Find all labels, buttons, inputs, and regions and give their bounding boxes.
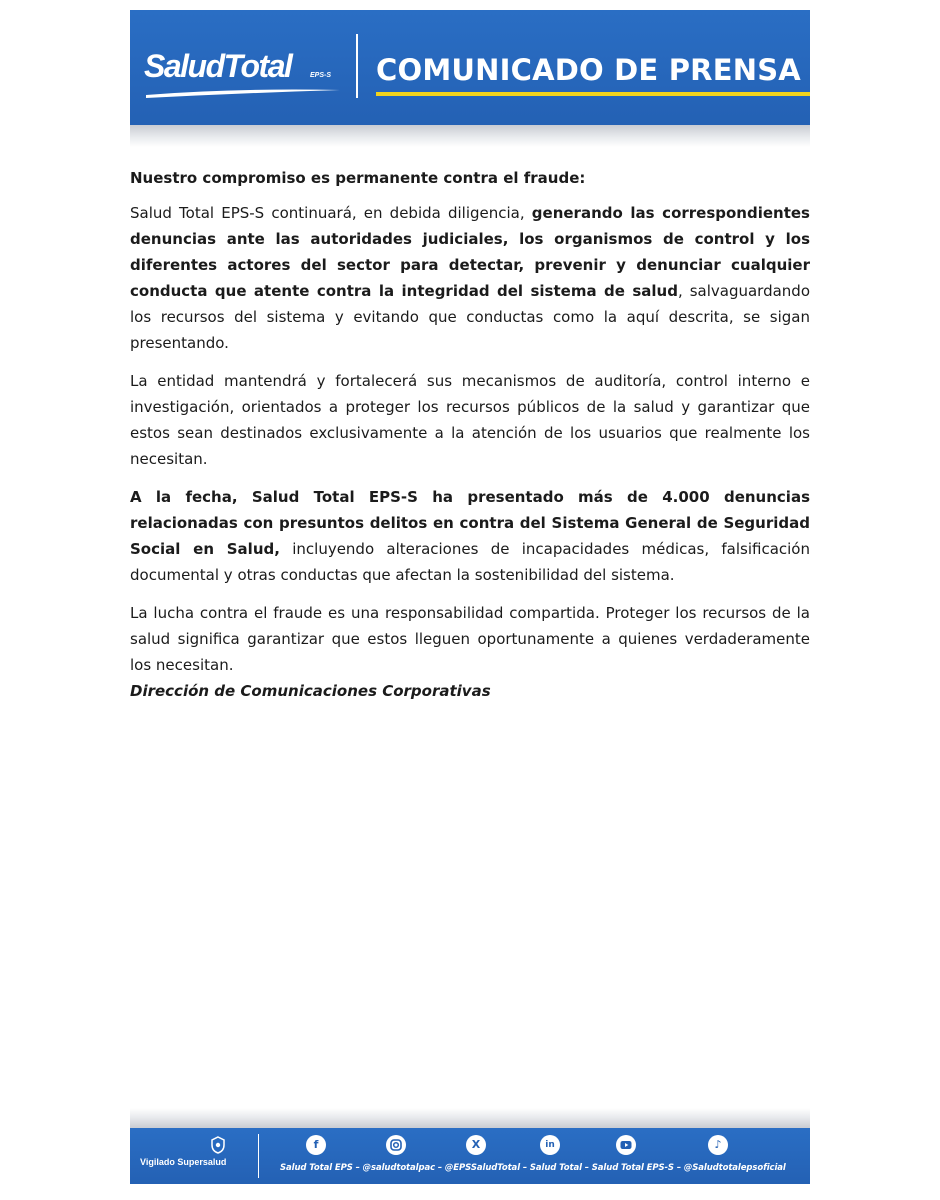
- x-icon[interactable]: X: [466, 1135, 486, 1155]
- paragraph-3-bold: A la fecha, Salud Total EPS-S ha presentado más de 4.000 denuncias relacionadas con presuntos delitos en contra del Sistema General de Seguridad Social en Salud,: [130, 488, 810, 558]
- header-banner: [130, 10, 810, 125]
- paragraph-1-bold: generando las correspondientes denuncias ante las autoridades judiciales, los organismos de control y los diferentes actores del sector para detectar, prevenir y denunciar cualquier conducta que atente contra la integridad del sistema de salud: [130, 204, 810, 300]
- logo-subtext: EPS-S: [310, 72, 332, 79]
- paragraph-1: [130, 200, 810, 356]
- facebook-icon[interactable]: f: [306, 1135, 326, 1155]
- salud-total-logo: [144, 50, 354, 106]
- paragraph-3-end: incluyendo alteraciones de incapacidades médicas, falsificación documental y otras conductas que afectan la sostenibilidad del sistema.: [130, 540, 810, 584]
- tiktok-icon[interactable]: ♪: [708, 1135, 728, 1155]
- title-underline: [376, 92, 810, 96]
- paragraph-3: [130, 484, 810, 588]
- logo-swoosh-icon: [144, 86, 344, 100]
- vigilado-supersalud: Vigilado Supersalud: [140, 1157, 227, 1167]
- footer-banner: [130, 1128, 810, 1184]
- header-shadow: [130, 125, 810, 147]
- instagram-icon[interactable]: [386, 1135, 406, 1155]
- youtube-icon[interactable]: [616, 1135, 636, 1155]
- header-divider: [356, 34, 358, 98]
- social-handles: Salud Total EPS – @saludtotalpac – @EPSSaludTotal – Salud Total – Salud Total EPS-S – @Saludtotalepsoficial: [280, 1163, 786, 1173]
- footer-shadow: [130, 1108, 810, 1128]
- paragraph-4: La lucha contra el fraude es una responsabilidad compartida. Proteger los recursos de la salud significa garantizar que estos lleguen oportunamente a quienes verdaderamente los necesitan.: [130, 604, 810, 674]
- paragraph-1-intro: Salud Total EPS-S continuará, en debida diligencia,: [130, 204, 532, 222]
- signature: Dirección de Comunicaciones Corporativas: [130, 682, 491, 700]
- paragraph-1-end: , salvaguardando los recursos del sistema y evitando que conductas como la aquí descrita, se sigan presentando.: [130, 282, 810, 352]
- press-release-body: [130, 165, 810, 690]
- linkedin-icon[interactable]: in: [540, 1135, 560, 1155]
- paragraph-2: La entidad mantendrá y fortalecerá sus mecanismos de auditoría, control interno e investigación, orientados a proteger los recursos públicos de la salud y garantizar que estos sean destinados exclusivamente a la atención de los usuarios que realmente los necesitan.: [130, 372, 810, 468]
- section-heading: Nuestro compromiso es permanente contra el fraude:: [130, 169, 586, 187]
- footer-divider: [258, 1134, 259, 1178]
- logo-text: SaludTotal: [144, 48, 292, 84]
- press-release-title: COMUNICADO DE PRENSA: [376, 53, 801, 87]
- supersalud-emblem-icon: [210, 1136, 226, 1154]
